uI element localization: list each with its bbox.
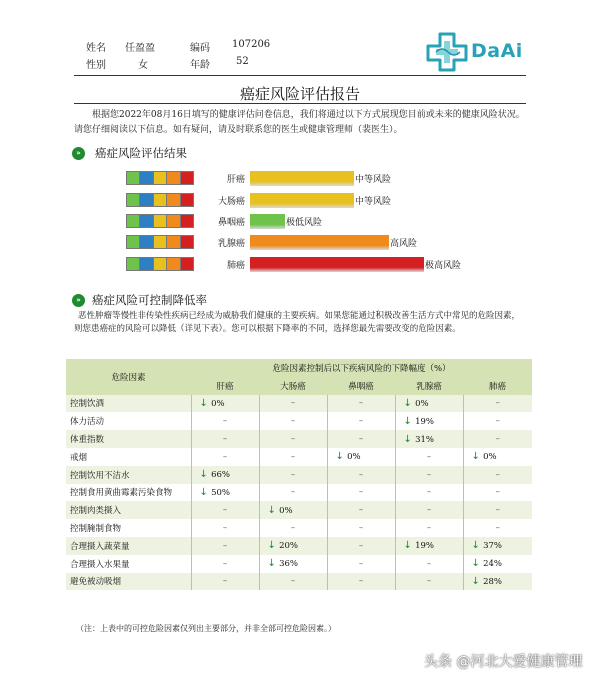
empty-cell: – (191, 501, 259, 519)
reduction-value: 0% (483, 452, 497, 463)
down-arrow-icon: ↓ (403, 433, 416, 445)
table-row (66, 395, 532, 413)
risk-label: 肺癌 (226, 261, 245, 271)
risk-scale (126, 193, 194, 207)
risk-scale-segment (127, 194, 140, 206)
risk-scale (126, 257, 194, 271)
reduction-value: 37% (483, 541, 502, 552)
risk-scale (126, 235, 194, 249)
empty-cell: – (327, 484, 395, 502)
down-arrow-icon: ↓ (199, 486, 212, 498)
risk-scale-segment (154, 215, 167, 227)
section1-title: 癌症风险评估结果 (95, 146, 187, 160)
header-divider (74, 75, 526, 76)
empty-cell: – (191, 412, 259, 430)
empty-cell: – (395, 555, 463, 573)
value-cell (191, 466, 259, 484)
page-title: 癌症风险评估报告 (239, 85, 360, 103)
risk-level-label: 极低风险 (286, 218, 323, 228)
risk-bar (250, 235, 389, 250)
down-arrow-icon: ↓ (267, 504, 280, 516)
risk-scale-segment (154, 258, 167, 270)
down-arrow-icon: ↓ (471, 540, 484, 552)
table-row (66, 573, 532, 591)
empty-cell: – (463, 412, 532, 430)
gender-value: 女 (138, 60, 148, 71)
factor-cell: 合理摄入蔬菜量 (66, 537, 191, 555)
table-row (66, 519, 532, 537)
reduction-value: 28% (483, 576, 502, 587)
empty-cell: – (191, 430, 259, 448)
risk-label: 乳腺癌 (217, 239, 245, 249)
reduction-value: 19% (415, 416, 434, 427)
intro-paragraph: 根据您2022年08月16日填写的健康评估问卷信息，我们将通过以下方式展现您目前或未来的健康风险状况。请您仔细阅读以下信息。如有疑问，请及时联系您的医生或健康管理师（裴医生）。 (74, 110, 525, 135)
risk-scale-segment (167, 194, 180, 206)
empty-cell: – (395, 519, 463, 537)
down-arrow-icon: ↓ (403, 415, 416, 427)
empty-cell: – (463, 395, 532, 413)
value-cell (395, 412, 463, 430)
risk-bar (250, 214, 285, 229)
table-row (66, 555, 532, 573)
down-arrow-icon: ↓ (267, 558, 280, 570)
risk-scale-segment (167, 258, 180, 270)
down-arrow-icon: ↓ (471, 558, 484, 570)
value-cell (395, 430, 463, 448)
empty-cell: – (463, 519, 532, 537)
value-cell (191, 484, 259, 502)
empty-cell: – (327, 573, 395, 591)
down-arrow-icon: ↓ (267, 540, 280, 552)
empty-cell: – (327, 466, 395, 484)
reduction-value: 0% (279, 505, 293, 516)
empty-cell: – (191, 537, 259, 555)
name-label: 姓名 (86, 43, 106, 54)
reduction-value: 0% (347, 452, 361, 463)
down-arrow-icon: ↓ (199, 469, 212, 481)
reduction-value: 66% (211, 470, 230, 481)
risk-level-label: 极高风险 (425, 261, 462, 271)
group-header: 危险因素控制后以下疾病风险的下降幅度（%） (191, 359, 532, 377)
down-arrow-icon: ↓ (403, 397, 416, 409)
value-cell (191, 395, 259, 413)
empty-cell: – (327, 555, 395, 573)
table-note: （注：上表中的可控危险因素仅列出主要部分，并非全部可控危险因素。） (76, 624, 336, 633)
reduction-value: 50% (211, 487, 230, 498)
risk-level-label: 高风险 (390, 239, 418, 249)
column-header: 肺癌 (463, 377, 532, 395)
risk-scale-segment (167, 172, 180, 184)
risk-reduction-table (66, 359, 532, 590)
empty-cell: – (327, 395, 395, 413)
risk-scale-segment (140, 236, 153, 248)
risk-level-label: 中等风险 (355, 197, 392, 207)
empty-cell: – (191, 573, 259, 591)
value-cell (395, 537, 463, 555)
column-header: 乳腺癌 (395, 377, 463, 395)
factor-cell: 合理摄入水果量 (66, 555, 191, 573)
risk-scale-segment (154, 194, 167, 206)
empty-cell: – (259, 519, 327, 537)
risk-scale-segment (127, 215, 140, 227)
column-header: 大肠癌 (259, 377, 327, 395)
double-chevron-right-icon: » (72, 294, 85, 307)
empty-cell: – (395, 484, 463, 502)
factor-cell: 戒烟 (66, 448, 191, 466)
table-row (66, 430, 532, 448)
value-cell (463, 448, 532, 466)
reduction-value: 0% (415, 398, 429, 409)
empty-cell: – (191, 448, 259, 466)
down-arrow-icon: ↓ (403, 540, 416, 552)
age-value: 52 (236, 56, 249, 67)
risk-bar (250, 193, 354, 208)
empty-cell: – (395, 466, 463, 484)
empty-cell: – (259, 484, 327, 502)
section2-description: 恶性肿瘤等慢性非传染性疾病已经成为威胁我们健康的主要疾病。如果您能通过积极改善生活方式中常见的危险因素，则您患癌症的风险可以降低（详见下表）。您可以根据下降率的不同，选择您最先需要改变的危险因素。 (74, 311, 521, 334)
risk-scale-segment (167, 236, 180, 248)
factor-cell: 控制肉类摄入 (66, 501, 191, 519)
empty-cell: – (327, 430, 395, 448)
reduction-value: 31% (415, 434, 434, 445)
value-cell (463, 537, 532, 555)
column-header: 鼻咽癌 (327, 377, 395, 395)
risk-label: 鼻咽癌 (217, 218, 245, 228)
value-cell (259, 501, 327, 519)
risk-scale-segment (181, 172, 193, 184)
code-value: 107206 (232, 39, 271, 50)
empty-cell: – (327, 537, 395, 555)
factor-cell: 控制腌制食物 (66, 519, 191, 537)
value-cell (463, 573, 532, 591)
risk-scale-segment (140, 194, 153, 206)
logo-text: DaAi (471, 40, 523, 62)
risk-level-label: 中等风险 (355, 175, 392, 185)
risk-scale-segment (154, 236, 167, 248)
code-label: 编码 (190, 43, 210, 54)
risk-scale-segment (140, 258, 153, 270)
column-header: 肝癌 (191, 377, 259, 395)
section2-title: 癌症风险可控制降低率 (92, 293, 207, 307)
empty-cell: – (463, 484, 532, 502)
empty-cell: – (191, 555, 259, 573)
reduction-value: 19% (415, 541, 434, 552)
table-row (66, 484, 532, 502)
risk-label: 肝癌 (226, 175, 245, 185)
name-value: 任盈盈 (125, 43, 155, 54)
empty-cell: – (327, 412, 395, 430)
down-arrow-icon: ↓ (471, 451, 484, 463)
risk-scale-segment (140, 172, 153, 184)
empty-cell: – (463, 501, 532, 519)
risk-scale-segment (127, 258, 140, 270)
empty-cell: – (259, 430, 327, 448)
empty-cell: – (395, 573, 463, 591)
value-cell (259, 555, 327, 573)
down-arrow-icon: ↓ (335, 451, 348, 463)
risk-bar (250, 257, 424, 272)
factor-cell: 控制食用黄曲霉素污染食物 (66, 484, 191, 502)
table-row (66, 466, 532, 484)
risk-scale (126, 214, 194, 228)
risk-bar (250, 171, 354, 186)
empty-cell: – (395, 448, 463, 466)
factor-cell: 控制饮用不洁水 (66, 466, 191, 484)
value-cell (463, 555, 532, 573)
empty-cell: – (259, 466, 327, 484)
empty-cell: – (327, 501, 395, 519)
value-cell (259, 537, 327, 555)
empty-cell: – (395, 501, 463, 519)
risk-label: 大肠癌 (217, 197, 245, 207)
medical-cross-logo-icon (426, 32, 468, 72)
reduction-value: 36% (279, 559, 298, 570)
risk-scale-segment (181, 194, 193, 206)
empty-cell: – (191, 519, 259, 537)
reduction-value: 20% (279, 541, 298, 552)
factor-cell: 控制饮酒 (66, 395, 191, 413)
down-arrow-icon: ↓ (199, 397, 212, 409)
table-row (66, 537, 532, 555)
empty-cell: – (259, 573, 327, 591)
factor-header: 危险因素 (66, 359, 191, 395)
table-row (66, 412, 532, 430)
value-cell (395, 395, 463, 413)
reduction-value: 0% (211, 398, 225, 409)
table-row (66, 501, 532, 519)
double-chevron-right-icon: » (72, 147, 85, 160)
empty-cell: – (259, 448, 327, 466)
empty-cell: – (327, 519, 395, 537)
risk-scale-segment (154, 172, 167, 184)
empty-cell: – (259, 395, 327, 413)
factor-cell: 体力活动 (66, 412, 191, 430)
down-arrow-icon: ↓ (471, 575, 484, 587)
empty-cell: – (463, 466, 532, 484)
gender-label: 性别 (86, 60, 106, 71)
risk-scale-segment (127, 236, 140, 248)
watermark: 头条 @河北大爱健康管理 (424, 654, 583, 670)
risk-scale-segment (181, 236, 193, 248)
table-row (66, 448, 532, 466)
title-divider (74, 103, 526, 104)
empty-cell: – (259, 412, 327, 430)
reduction-value: 24% (483, 559, 502, 570)
risk-scale (126, 171, 194, 185)
risk-scale-segment (167, 215, 180, 227)
factor-cell: 避免被动吸烟 (66, 573, 191, 591)
risk-scale-segment (140, 215, 153, 227)
factor-cell: 体重指数 (66, 430, 191, 448)
age-label: 年龄 (190, 60, 210, 71)
value-cell (327, 448, 395, 466)
risk-scale-segment (127, 172, 140, 184)
risk-scale-segment (181, 215, 193, 227)
risk-scale-segment (181, 258, 193, 270)
empty-cell: – (463, 430, 532, 448)
